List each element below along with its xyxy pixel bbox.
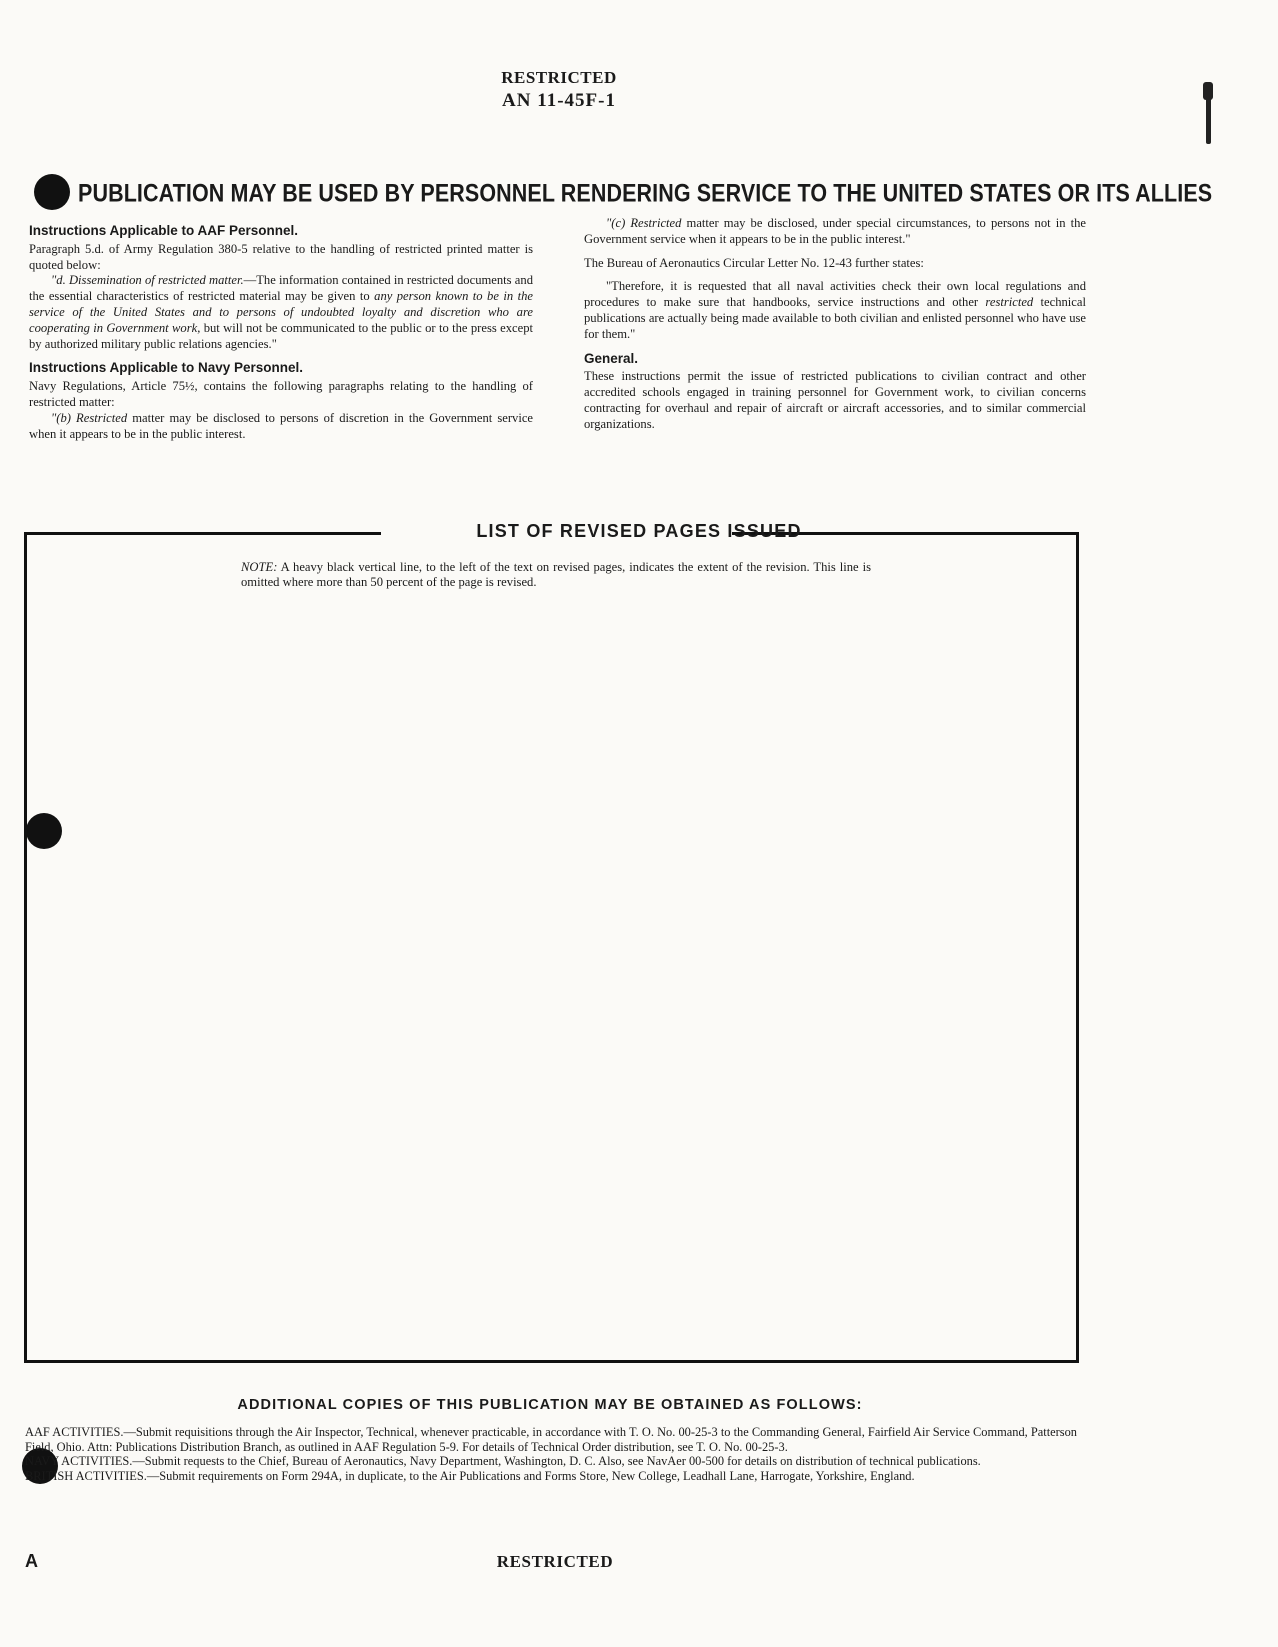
aaf-paragraph-2-text-b: but will not be communicated to the public or to the press except by authorized military public relations agencies." [29,320,533,351]
navy-heading: Instructions Applicable to Navy Personnel. [29,360,304,376]
therefore-text-a: "Therefore, it is requested that all naval activities check their own local regulations and procedures to make sure that handbooks, service instructions and other [584,279,1086,310]
restricted-c-text: matter may be disclosed, under special circumstances, to persons not in the Government service when it appears to be in the public interest." [584,216,1086,246]
page-letter: A [25,1551,38,1571]
revised-pages-title: LIST OF REVISED PAGES ISSUED [476,521,802,541]
aaf-paragraph-2-italic: any person known to be in the service of the United States and to persons of undoubted loyalty and discretion who are cooperating in Government work, [29,289,533,335]
navy-paragraph-1: Navy Regulations, Article 75½, contains the following paragraphs relating to the handling of restricted matter: [29,379,533,409]
aaf-paragraph-1: Paragraph 5.d. of Army Regulation 380-5 relative to the handling of restricted printed matter is quoted below: [29,241,533,272]
therefore-paragraph [584,279,1086,342]
punch-hole-top [34,174,70,210]
right-column [584,216,1086,433]
aaf-paragraph-2 [29,273,533,352]
general-paragraph: These instructions permit the issue of restricted publications to civilian contract and other accredited schools engaged in training personnel for Government work, to civilian concerns contracting for overhaul and repair of aircraft or aircraft accessories, and to similar commercial organizations. [584,369,1086,431]
header-doc-number: AN 11-45F-1 [502,90,616,111]
note-label: NOTE: [241,560,278,574]
navy-paragraph-2 [29,411,533,443]
aaf-heading: Instructions Applicable to AAF Personnel. [29,223,299,238]
note-text: A heavy black vertical line, to the left of the text on revised pages, indicates the extent of the revision. This line is omitted where more than 50 percent of the page is revised. [241,560,871,589]
footer-classification: RESTRICTED [496,1552,614,1571]
navy-paragraph-2-text: matter may be disclosed to persons of discretion in the Government service when it appears to be in the public interest. [29,410,533,441]
revised-pages-box [24,532,1079,1363]
activities-list [25,1425,1077,1483]
usage-banner: PUBLICATION MAY BE USED BY PERSONNEL RENDERING SERVICE TO THE UNITED STATES OR ITS ALLIES [78,179,1213,208]
restricted-c-paragraph [584,216,1086,248]
revision-note [241,560,871,590]
header-classification: RESTRICTED [501,68,617,87]
aaf-paragraph-2-text-a: —The information contained in restricted documents and the essential characteristics of restricted material may be given to [29,273,533,304]
navy-paragraph-2-italic: "(b) Restricted [51,410,128,425]
therefore-italic: restricted [985,295,1034,310]
restricted-c-italic: "(c) Restricted [606,216,682,230]
general-heading: General. [584,350,639,366]
british-activities: BRITISH ACTIVITIES.—Submit requirements on Form 294A, in duplicate, to the Air Publications and Forms Store, New College, Leadhall Lane, Harrogate, Yorkshire, England. [25,1468,915,1483]
left-column [29,221,533,442]
therefore-text-b: technical publications are actually being made available to both civilian and enlisted personnel who have use for them." [584,295,1086,341]
aaf-activities: AAF ACTIVITIES.—Submit requisitions through the Air Inspector, Technical, whenever practicable, in accordance with T. O. No. 00-25-3 to the Commanding General, Fairfield Air Service Command, Patterson Field, Ohio. Attn: Publications Distribution Branch, as outlined in AAF Regulation 5-9. For details of Technical Order distribution, see T. O. No. 00-25-3. [25,1425,1077,1454]
navy-activities: NAVY ACTIVITIES.—Submit requests to the Chief, Bureau of Aeronautics, Navy Department, Washington, D. C. Also, see NavAer 00-500 for details on distribution of technical publications. [25,1454,981,1469]
aaf-dissemination-lead: "d. Dissemination of restricted matter. [51,273,244,288]
bureau-paragraph: The Bureau of Aeronautics Circular Letter No. 12-43 further states: [584,255,924,270]
additional-copies-heading: ADDITIONAL COPIES OF THIS PUBLICATION MAY BE OBTAINED AS FOLLOWS: [237,1397,863,1413]
binding-mark-top [1203,82,1213,100]
